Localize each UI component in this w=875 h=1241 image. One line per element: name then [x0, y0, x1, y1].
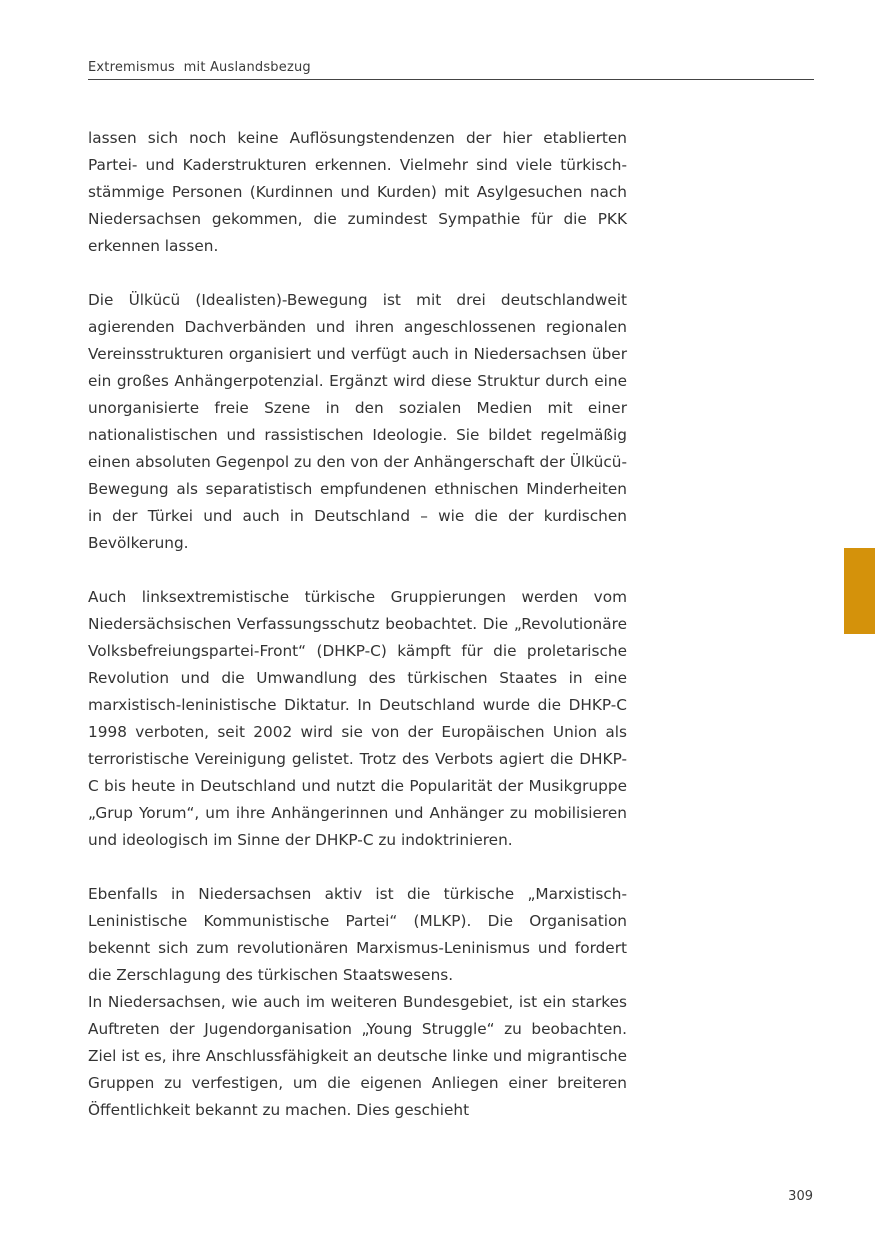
body-text [88, 125, 627, 1124]
paragraph-mlkp: Ebenfalls in Niedersachsen aktiv ist die türkische „Marxistisch-Leninistische Kommunistische Partei“ (MLKP). Die Organisation bekennt sich zum revolutionären Marxismus-Leninismus und fordert die Zerschlagung des türkischen Staatswesens. [88, 885, 627, 984]
paragraph-young-struggle: In Niedersachsen, wie auch im weiteren Bundesgebiet, ist ein starkes Auftreten der Jugendorganisation „Young Struggle“ zu beobachten. Ziel ist es, ihre Anschlussfähigkeit an deutsche linke und migrantische Gruppen zu verfestigen, um die eigenen Anliegen einer breiteren Öffentlichkeit bekannt zu machen. Dies geschieht [88, 993, 627, 1119]
paragraph-pkk-continuation: lassen sich noch keine Auflösungstendenzen der hier etablierten Partei- und Kaderstrukturen erkennen. Vielmehr sind viele türkischstämmige Personen (Kurdinnen und Kurden) mit Asylgesuchen nach Niedersachsen gekommen, die zumindest Sympathie für die PKK erkennen lassen. [88, 129, 627, 255]
running-header [88, 56, 814, 80]
paragraph-dhkp-c: Auch linksextremistische türkische Gruppierungen werden vom Niedersächsischen Verfassungsschutz beobachtet. Die „Revolutionäre Volksbefreiungspartei-Front“ (DHKP-C) kämpft für die proletarische Revolution und die Umwandlung des türkischen Staates in eine marxistisch-leninistische Diktatur. In Deutschland wurde die DHKP-C 1998 verboten, seit 2002 wird sie von der Europäischen Union als terroristische Vereinigung gelistet. Trotz des Verbots agiert die DHKP-C bis heute in Deutschland und nutzt die Popularität der Musikgruppe „Grup Yorum“, um ihre Anhängerinnen und Anhänger zu mobilisieren und ideologisch im Sinne der DHKP-C zu indoktrinieren. [88, 588, 627, 849]
running-header-title: Extremismus mit Auslandsbezug [88, 60, 311, 75]
chapter-tab-marker [844, 548, 875, 634]
page-number: 309 [788, 1189, 813, 1204]
paragraph-uelkuecue: Die Ülkücü (Idealisten)-Bewegung ist mit drei deutschlandweit agierenden Dachverbänden und ihren angeschlossenen regionalen Vereinsstrukturen organisiert und verfügt auch in Niedersachsen über ein großes Anhängerpotenzial. Ergänzt wird diese Struktur durch eine unorganisierte freie Szene in den sozialen Medien mit einer nationalistischen und rassistischen Ideologie. Sie bildet regelmäßig einen absoluten Gegenpol zu den von der Anhängerschaft der Ülkücü-Bewegung als separatistisch empfundenen ethnischen Minderheiten in der Türkei und auch in Deutschland – wie die der kurdischen Bevölkerung. [88, 291, 627, 552]
